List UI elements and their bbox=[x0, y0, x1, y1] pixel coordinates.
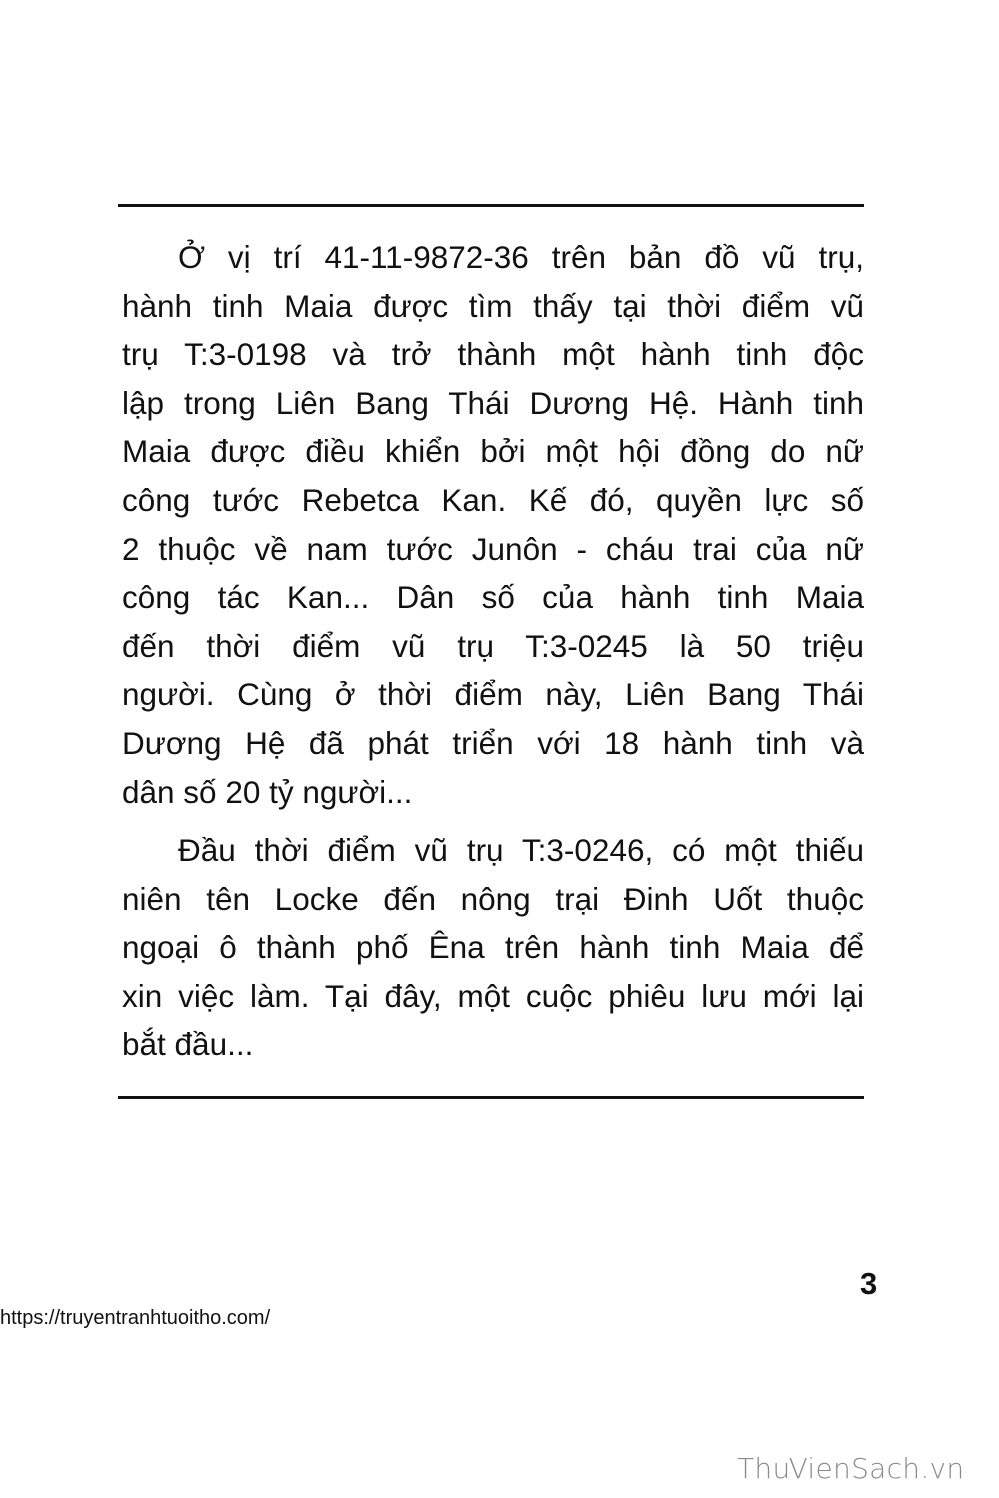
text-line: ngoại ô thành phố Êna trên hành tinh Maia để bbox=[122, 929, 864, 966]
text-line: 2 thuộc về nam tước Junôn - cháu trai của nữ bbox=[122, 530, 864, 567]
source-url: https://truyentranhtuoitho.com/ bbox=[0, 1307, 271, 1329]
text-line: dân số 20 tỷ người... bbox=[122, 773, 413, 810]
text-line: người. Cùng ở thời điểm này, Liên Bang Thái bbox=[122, 676, 864, 713]
text-line: Ở vị trí 41-11-9872-36 trên bản đồ vũ trụ, bbox=[178, 239, 864, 275]
top-rule bbox=[118, 204, 864, 207]
text-line: Maia được điều khiển bởi một hội đồng do nữ bbox=[122, 433, 864, 470]
text-line: Đầu thời điểm vũ trụ T:3-0246, có một thiếu bbox=[178, 832, 864, 868]
text-line: hành tinh Maia được tìm thấy tại thời điểm vũ bbox=[122, 287, 864, 324]
bottom-rule bbox=[118, 1096, 864, 1099]
watermark: ThuVienSach.vn bbox=[737, 1452, 965, 1485]
text-line: bắt đầu... bbox=[122, 1026, 254, 1063]
text-line: công tác Kan... Dân số của hành tinh Maia bbox=[122, 579, 864, 616]
page-number: 3 bbox=[860, 1266, 878, 1301]
text-line: công tước Rebetca Kan. Kế đó, quyền lực số bbox=[122, 482, 864, 518]
text-line: lập trong Liên Bang Thái Dương Hệ. Hành tinh bbox=[122, 384, 864, 421]
text-line: trụ T:3-0198 và trở thành một hành tinh độc bbox=[122, 336, 864, 373]
text-line: niên tên Locke đến nông trại Đinh Uốt thuộc bbox=[122, 880, 864, 917]
text-line: Dương Hệ đã phát triển với 18 hành tinh và bbox=[122, 725, 864, 761]
text-line: xin việc làm. Tại đây, một cuộc phiêu lưu mới lại bbox=[122, 977, 864, 1014]
text-line: đến thời điểm vũ trụ T:3-0245 là 50 triệu bbox=[122, 627, 864, 664]
